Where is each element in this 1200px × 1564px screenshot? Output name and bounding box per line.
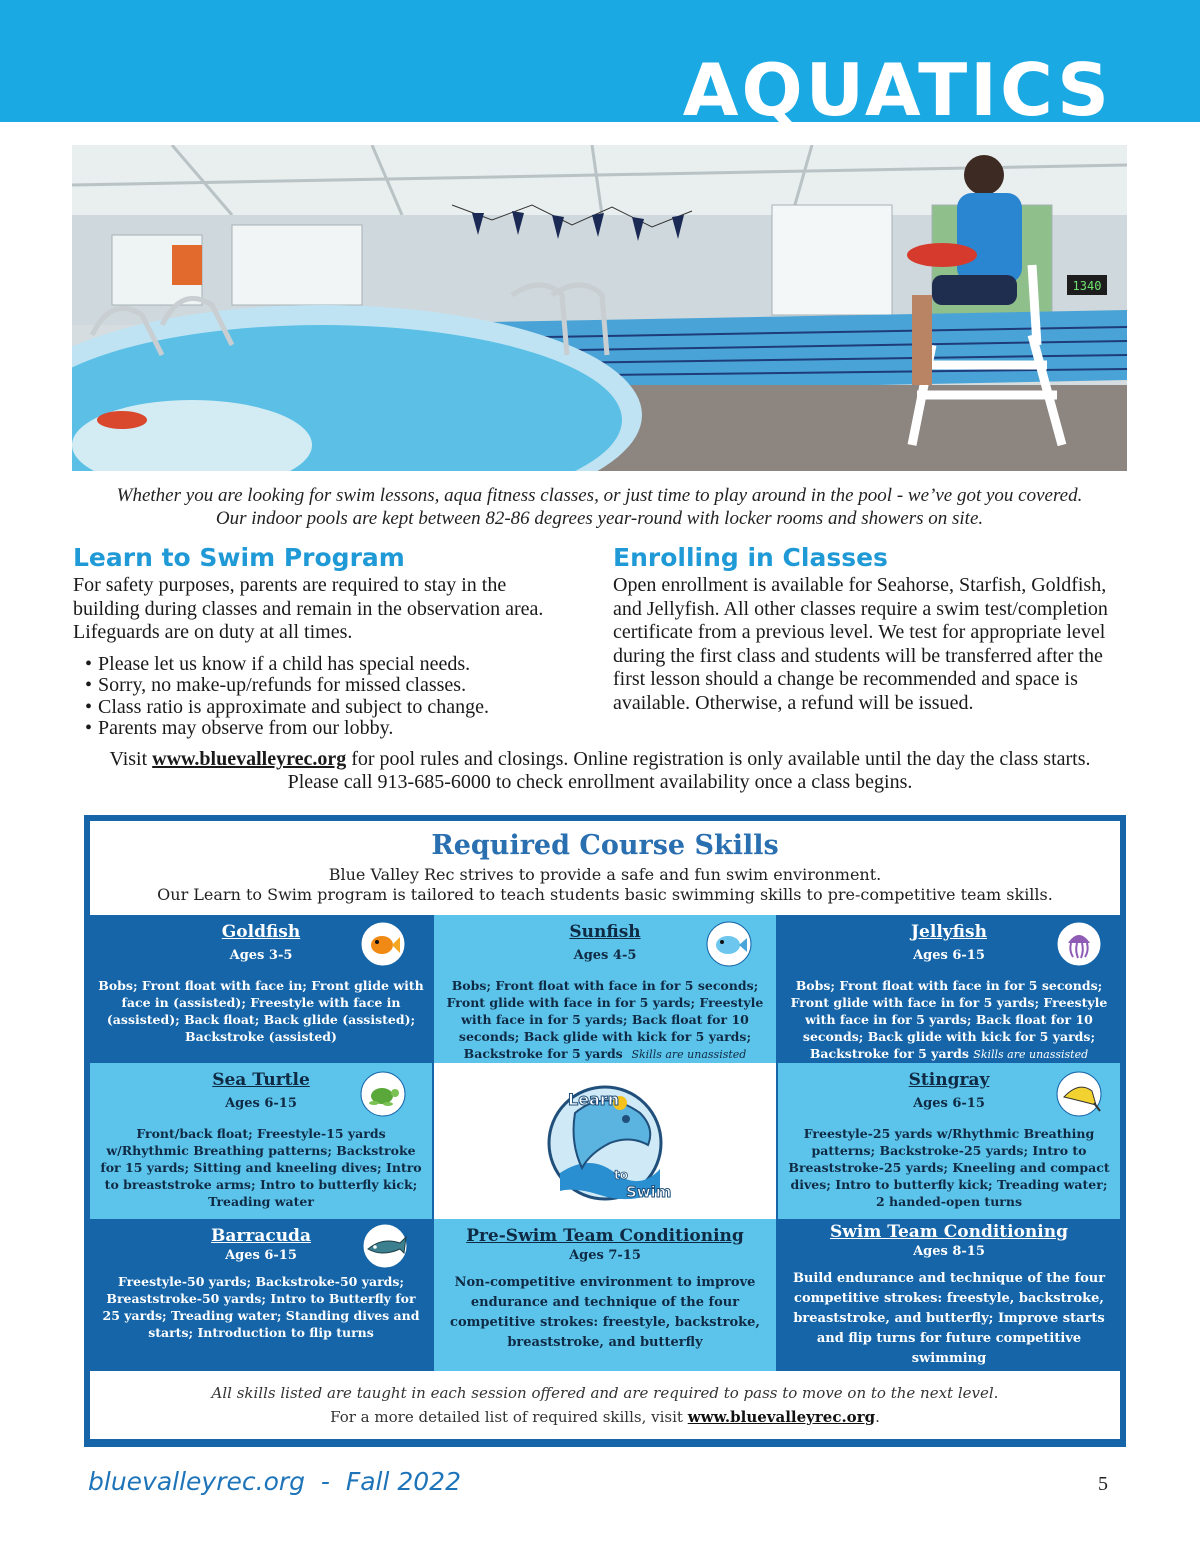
course-name: Jellyfish bbox=[911, 922, 987, 942]
visit-suffix: for pool rules and closings. Online registration is only available until the day the class starts. bbox=[346, 748, 1091, 770]
course-ages: Ages 4-5 bbox=[573, 948, 637, 963]
bullet-item: • Sorry, no make-up/refunds for missed classes. bbox=[85, 675, 573, 697]
skills-header bbox=[90, 821, 1120, 915]
skills-subtitle-1: Blue Valley Rec strives to provide a safe and fun swim environment. bbox=[328, 865, 882, 884]
sea-turtle-icon bbox=[360, 1071, 406, 1117]
course-skills: Freestyle-50 yards; Backstroke-50 yards; Breaststroke-50 yards; Intro to Butterfly for 25 yards; Treading water; Standing dives and starts; Introduction to flip turns bbox=[102, 1274, 420, 1340]
stingray-icon bbox=[1056, 1071, 1102, 1117]
visit-line-1 bbox=[60, 748, 1140, 771]
course-goldfish bbox=[90, 915, 432, 1063]
enrolling-section bbox=[613, 542, 1133, 715]
course-ages: Ages 8-15 bbox=[913, 1244, 985, 1259]
caption-line-1: Whether you are looking for swim lessons, aqua fitness classes, or just time to play around in the pool - we’ve got you covered. bbox=[116, 485, 1083, 506]
sunfish-icon bbox=[706, 921, 752, 967]
required-course-skills-panel bbox=[84, 815, 1126, 1447]
course-name: Pre-Swim Team Conditioning bbox=[466, 1226, 744, 1246]
course-swim-team bbox=[778, 1219, 1120, 1371]
jellyfish-icon bbox=[1056, 921, 1102, 967]
logo-word-swim: Swim bbox=[626, 1183, 672, 1201]
course-ages: Ages 6-15 bbox=[225, 1248, 297, 1263]
skills-footer bbox=[90, 1371, 1120, 1439]
photo-caption bbox=[72, 484, 1127, 530]
pool-photo bbox=[72, 145, 1127, 471]
goldfish-icon bbox=[360, 921, 406, 967]
enrolling-title: Enrolling in Classes bbox=[613, 543, 888, 572]
visit-line-2: Please call 913-685-6000 to check enrollment availability once a class begins. bbox=[287, 771, 913, 793]
course-skills: Bobs; Front float with face in; Front glide with face in (assisted); Freestyle with face in (assisted); Back float; Back glide (assisted); Backstroke (assisted) bbox=[98, 978, 424, 1044]
course-skills: Freestyle-25 yards w/Rhythmic Breathing patterns; Backstroke-25 yards; Intro to Breaststroke-25 yards; Kneeling and compact dives; Intro to butterfly kick; Treading water; 2 handed-open turns bbox=[788, 1126, 1110, 1209]
skills-footer-line-2 bbox=[90, 1405, 1120, 1429]
skills-footer-prefix: For a more detailed list of required skills, visit bbox=[330, 1408, 688, 1426]
learn-to-swim-logo-cell bbox=[434, 1063, 776, 1219]
course-note: Skills are unassisted bbox=[631, 1048, 747, 1061]
header-banner bbox=[0, 0, 1200, 132]
pool-photo-illustration bbox=[72, 145, 1127, 471]
course-name: Sea Turtle bbox=[212, 1070, 310, 1090]
course-name: Stingray bbox=[908, 1070, 990, 1090]
course-note: Skills are unassisted bbox=[973, 1048, 1089, 1061]
bullet-item: • Parents may observe from our lobby. bbox=[85, 718, 573, 740]
course-name: Sunfish bbox=[569, 922, 641, 942]
course-jellyfish bbox=[778, 915, 1120, 1063]
visit-notice bbox=[60, 748, 1140, 794]
course-sunfish bbox=[434, 915, 776, 1063]
course-name: Barracuda bbox=[211, 1226, 311, 1246]
page-number: 5 bbox=[1098, 1473, 1108, 1495]
enrolling-body: Open enrollment is available for Seahorse, Starfish, Goldfish, and Jellyfish. All other classes require a swim test/completion certificate from a previous level. We test for appropriate level during the first class and students will be transferred after the first lesson should a change be recommended and space is available. Otherwise, a refund will be issued. bbox=[613, 574, 1108, 714]
page-title: AQUATICS bbox=[682, 48, 1112, 132]
course-ages: Ages 3-5 bbox=[229, 948, 293, 963]
course-name: Goldfish bbox=[221, 922, 301, 942]
caption-line-2: Our indoor pools are kept between 82-86 degrees year-round with locker rooms and showers on site. bbox=[215, 508, 984, 529]
course-skills bbox=[442, 977, 768, 1063]
logo-word-to: to bbox=[614, 1168, 628, 1182]
learn-to-swim-bullets bbox=[73, 654, 573, 740]
logo-word-learn: Learn bbox=[568, 1090, 620, 1109]
course-skills: Front/back float; Freestyle-15 yards w/Rhythmic Breathing patterns; Backstroke for 15 yards; Sitting and kneeling dives; Intro to breaststroke arms; Intro to butterfly kick; Treading water bbox=[100, 1126, 422, 1209]
course-sea-turtle bbox=[90, 1063, 432, 1219]
svg-text:1340: 1340 bbox=[1072, 279, 1102, 293]
course-name: Swim Team Conditioning bbox=[830, 1222, 1068, 1242]
course-ages: Ages 7-15 bbox=[569, 1248, 641, 1263]
course-barracuda bbox=[90, 1219, 432, 1371]
course-ages: Ages 6-15 bbox=[913, 1096, 985, 1111]
bullet-item: • Class ratio is approximate and subject to change. bbox=[85, 697, 573, 719]
learn-to-swim-dolphin-logo bbox=[530, 1073, 680, 1209]
skills-footer-suffix: . bbox=[875, 1408, 880, 1426]
learn-to-swim-section bbox=[73, 542, 573, 740]
course-ages: Ages 6-15 bbox=[913, 948, 985, 963]
course-ages: Ages 6-15 bbox=[225, 1096, 297, 1111]
course-skills-text: Bobs; Front float with face in for 5 seconds; Front glide with face in for 5 yards; Freestyle with face in for 5 yards; Back float for 10 seconds; Back glide with kick for 5 yards; Backstroke for 5 yards bbox=[790, 978, 1108, 1061]
skills-title: Required Course Skills bbox=[431, 830, 779, 861]
learn-to-swim-body: For safety purposes, parents are required to stay in the building during classes and remain in the observation area. Lifeguards are on duty at all times. bbox=[73, 574, 544, 643]
skills-footer-line-1: All skills listed are taught in each session offered and are required to pass to move on to the next level. bbox=[211, 1384, 999, 1402]
course-pre-swim-team bbox=[434, 1219, 776, 1371]
page-footer-site: bluevalleyrec.org - Fall 2022 bbox=[88, 1467, 461, 1496]
skills-website-link[interactable]: www.bluevalleyrec.org bbox=[687, 1408, 876, 1426]
course-skills bbox=[786, 977, 1112, 1063]
learn-to-swim-title: Learn to Swim Program bbox=[73, 543, 405, 572]
course-stingray bbox=[778, 1063, 1120, 1219]
website-link[interactable]: www.bluevalleyrec.org bbox=[152, 748, 347, 770]
bullet-item: • Please let us know if a child has special needs. bbox=[85, 654, 573, 676]
course-skills: Non-competitive environment to improve endurance and technique of the four competitive strokes: freestyle, backstroke, breaststroke, and butterfly bbox=[450, 1275, 760, 1350]
course-skills-text: Bobs; Front float with face in for 5 seconds; Front glide with face in for 5 yards; Freestyle with face in for 5 yards; Back float for 10 seconds; Back glide with kick for 5 yards; Backstroke for 5 yards bbox=[446, 978, 764, 1061]
barracuda-icon bbox=[362, 1223, 408, 1269]
course-skills: Build endurance and technique of the four competitive strokes: freestyle, backstroke, breaststroke, and butterfly; Improve starts and flip turns for future competitive swimming bbox=[792, 1271, 1106, 1366]
visit-prefix: Visit bbox=[109, 748, 153, 770]
skills-subtitle-2: Our Learn to Swim program is tailored to teach students basic swimming skills to pre-competitive team skills. bbox=[157, 885, 1053, 904]
